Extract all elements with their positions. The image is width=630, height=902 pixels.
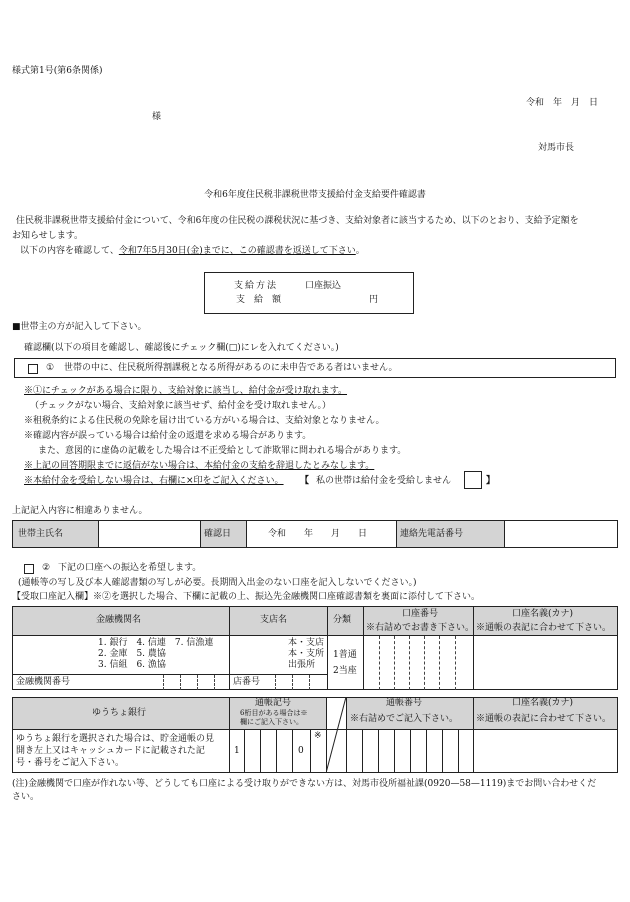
yucho-col-symbol: 通帳記号 <box>255 698 292 708</box>
option2-checkbox[interactable] <box>24 564 34 574</box>
yucho-col-number: 通帳番号 <box>386 698 423 708</box>
note-5: また、意図的に虚偽の記載をした場合は不正受給として詐欺罪に問われる場合があります。 <box>38 446 407 456</box>
bank-types-row3: 3. 信組 6. 漁協 <box>98 660 166 670</box>
branch-type-1: 本・支店 <box>288 638 325 648</box>
col-bank-name: 金融機関名 <box>96 615 142 625</box>
name-label: 世帯主氏名 <box>18 529 64 539</box>
phone-label: 連絡先電話番号 <box>400 529 464 539</box>
note-6: ※上記の回答期限までに返信がない場合は、本給付金の支給を辞退したとみなします。 <box>24 461 375 471</box>
decline-checkbox[interactable] <box>464 471 482 489</box>
check1-text: 世帯の中に、住民税所得割課税となる所得があるのに未申告である者はいません。 <box>64 363 398 373</box>
bank-types-row1: 1. 銀行 4. 信連 7. 信漁連 <box>98 638 214 648</box>
note-4: ※確認内容が誤っている場合は給付金の返還を求める場合があります。 <box>24 431 312 441</box>
head-name-field[interactable] <box>100 522 198 546</box>
col-account-note: ※右詰めでお書き下さい。 <box>366 623 475 633</box>
col-holder: 口座名義(カナ) <box>512 609 574 619</box>
yucho-col-name: ゆうちょ銀行 <box>92 708 147 718</box>
note-1: ※①にチェックがある場合に限り、支給対象に該当し、給付金が受け取れます。 <box>24 386 348 396</box>
decline-text: 私の世帯は給付金を受給しません <box>316 476 452 486</box>
payment-box <box>204 272 414 314</box>
pay-amount-label: 支 給 額 <box>236 295 282 305</box>
note-2: （チェックがない場合、支給対象に該当せず、給付金を受け取れません。） <box>30 401 332 411</box>
phone-field[interactable] <box>506 522 616 546</box>
intro-line-2: お知らせします。 <box>12 231 84 241</box>
confirm-note: 確認欄(以下の項目を確認し、確認後にチェック欄(□)にレを入れてください。) <box>24 343 339 353</box>
col-account: 口座番号 <box>402 609 439 619</box>
account-holder-field[interactable] <box>474 636 617 689</box>
check1-checkbox[interactable] <box>28 364 38 374</box>
yucho-symbol-last: 0 <box>298 746 304 756</box>
pay-method-label: 支給方法 <box>234 281 279 291</box>
intro-line-1: 住民税非課税世帯支援給付金について、令和6年度の住民税の課税状況に基づき、支給対象者に該当するため、以下のとおり、支給予定額を <box>16 216 579 226</box>
footer-note-2: さい。 <box>12 792 40 802</box>
decline-bracket-close: 】 <box>486 476 496 486</box>
check1-number: ① <box>46 363 55 373</box>
col-holder-note: ※通帳の表記に合わせて下さい。 <box>476 623 612 633</box>
footer-note-1: (注)金融機関で口座が作れない等、どうしても口座による受け取りができない方は、対馬市役所福祉課(0920—58—1119)までお問い合わせくだ <box>12 779 597 789</box>
account-type-2[interactable]: 2当座 <box>333 666 357 676</box>
col-type: 分類 <box>333 615 352 625</box>
yucho-desc-3: 号・番号をご記入下さい。 <box>16 758 125 768</box>
option2-number: ② <box>42 563 51 573</box>
date-field[interactable]: 令和 年 月 日 <box>268 529 368 539</box>
bank-code-label: 金融機関番号 <box>16 677 71 687</box>
bank-types-row2: 2. 金庫 5. 農協 <box>98 649 166 659</box>
decline-bracket-open: 【 <box>300 476 310 486</box>
option2-note: (通帳等の写し及び本人確認書類の写しが必要。長期間入出金のない口座を記入しないでください。) <box>18 578 417 588</box>
agree-statement: 上記記入内容に相違ありません。 <box>12 506 148 516</box>
issuer: 対馬市長 <box>538 143 575 153</box>
yucho-col-holder: 口座名義(カナ) <box>512 698 574 708</box>
intro-line-3: 以下の内容を確認して、令和7年5月30日(金)までに、この確認書を返送して下さい。 <box>20 246 365 256</box>
yucho-symbol-note-1: 6桁目がある場合は※ <box>240 709 308 717</box>
addressee-suffix: 様 <box>152 112 162 122</box>
option2-text: 下記の口座への振込を希望します。 <box>58 563 202 573</box>
household-head-heading: ■世帯主の方が記入して下さい。 <box>12 322 147 332</box>
bank-heading: 【受取口座記入欄】※②を選択した場合、下欄に記載の上、振込先金融機関口座確認書類を裏面に添付して下さい。 <box>12 592 481 602</box>
yucho-symbol-note-2: 欄にご記入下さい。 <box>240 718 303 726</box>
yucho-diagonal <box>326 697 346 773</box>
yucho-desc-2: 開き左上又はキャッシュカードに記載された記 <box>16 746 205 756</box>
yucho-number-field[interactable] <box>347 730 472 772</box>
yucho-holder-field[interactable] <box>474 730 617 772</box>
account-number-field[interactable] <box>364 636 472 689</box>
account-type-1[interactable]: 1普通 <box>333 650 357 660</box>
note-7: ※本給付金を受給しない場合は、右欄に×印をご記入ください。 <box>24 476 284 486</box>
pay-method-value: 口座振込 <box>305 281 342 291</box>
pay-amount-unit: 円 <box>369 295 379 305</box>
branch-code-label: 店番号 <box>233 677 261 687</box>
form-number: 様式第1号(第6条関係) <box>12 66 103 76</box>
branch-type-2: 本・支所 <box>288 649 325 659</box>
yucho-col-number-note: ※右詰めでご記入下さい。 <box>350 714 459 724</box>
yucho-symbol-first: 1 <box>234 746 240 756</box>
col-branch: 支店名 <box>260 615 288 625</box>
note-3: ※租税条約による住民税の免除を届け出ている方がいる場合は、支給対象となりません。 <box>24 416 385 426</box>
yucho-col-holder-note: ※通帳の表記に合わせて下さい。 <box>476 714 612 724</box>
page-title: 令和6年度住民税非課税世帯支援給付金支給要件確認書 <box>204 190 426 200</box>
branch-type-3: 出張所 <box>288 660 316 670</box>
date-line: 令和 年 月 日 <box>526 98 599 108</box>
yucho-desc-1: ゆうちょ銀行を選択された場合は、貯金通帳の見 <box>16 734 215 744</box>
yucho-symbol-mark: ※ <box>314 731 322 741</box>
date-label: 確認日 <box>204 529 232 539</box>
